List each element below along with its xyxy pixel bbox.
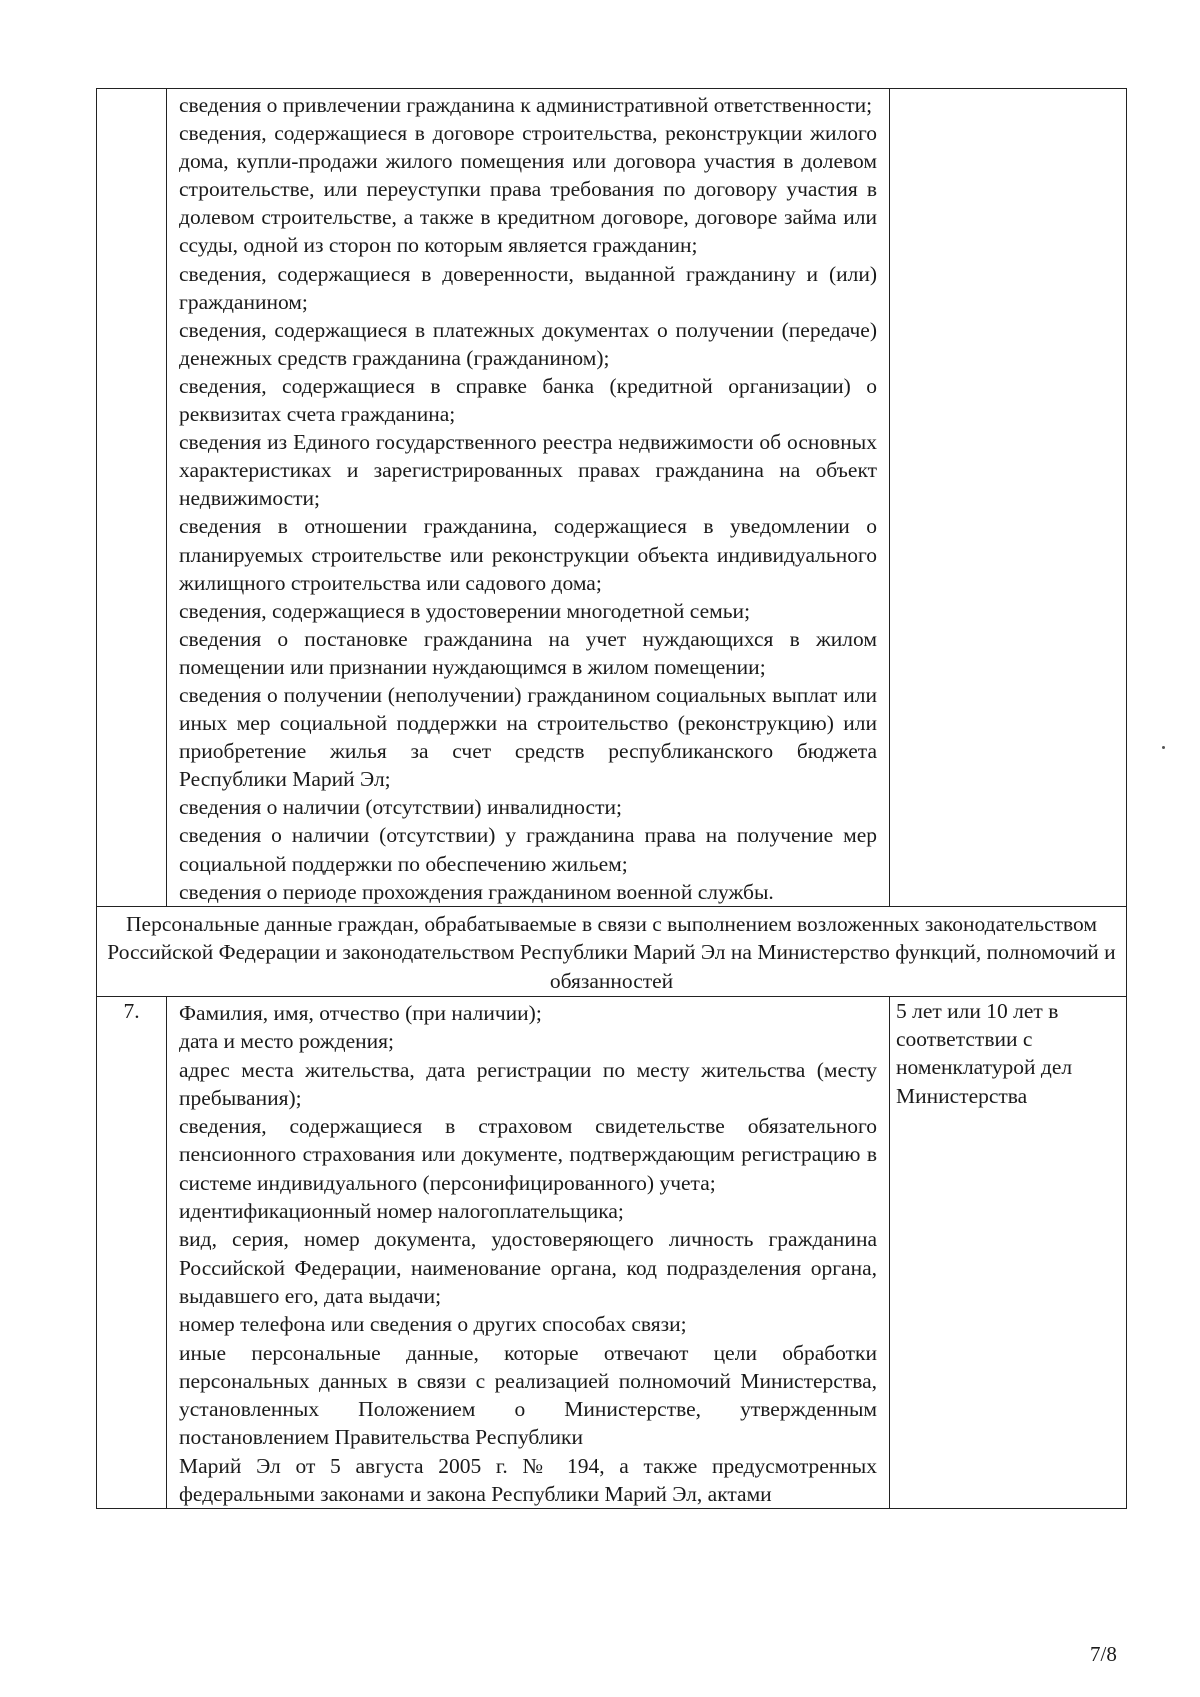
list-item: вид, серия, номер документа, удостоверяющего личность гражданина Российской Федерации, наименование органа, код подразделения органа, выдавшего его, дата выдачи; bbox=[179, 1227, 877, 1308]
table-row bbox=[97, 996, 1127, 1508]
list-item: Фамилия, имя, отчество (при наличии); bbox=[179, 1000, 542, 1025]
list-item: сведения о привлечении гражданина к административной ответственности; bbox=[179, 93, 873, 117]
retention-period bbox=[890, 89, 1127, 907]
list-item: сведения из Единого государственного реестра недвижимости об основных характеристиках и зарегистрированных правах гражданина на объект недвижимости; bbox=[179, 430, 877, 511]
page-number: 7/8 bbox=[1090, 1642, 1117, 1666]
personal-data-table bbox=[96, 88, 1127, 1509]
list-item: адрес места жительства, дата регистрации по месту жительства (месту пребывания); bbox=[179, 1057, 877, 1110]
list-item: сведения о постановке гражданина на учет нуждающихся в жилом помещении или признании нуждающимся в жилом помещении; bbox=[179, 626, 877, 679]
list-item: дата и место рождения; bbox=[179, 1029, 395, 1054]
list-item: сведения, содержащиеся в страховом свидетельстве обязательного пенсионного страхования или документе, подтверждающим регистрацию в системе индивидуального (персонифицированного) учета; bbox=[179, 1114, 877, 1195]
list-item: сведения, содержащиеся в удостоверении многодетной семьи; bbox=[179, 598, 751, 623]
data-list bbox=[167, 996, 890, 1508]
list-item: иные персональные данные, которые отвечают цели обработки персональных данных в связи с реализацией полномочий Министерства, установленных Положением о Министерстве, утвержденным постановлением Правительства Республики bbox=[179, 1340, 877, 1450]
retention-period: 5 лет или 10 лет в соответствии с номенклатурой дел Министерства bbox=[890, 996, 1127, 1508]
list-item: идентификационный номер налогоплательщика; bbox=[179, 1199, 624, 1224]
table-row bbox=[97, 89, 1127, 907]
data-list bbox=[167, 89, 890, 907]
list-item: сведения в отношении гражданина, содержащиеся в уведомлении о планируемых строительстве или реконструкции объекта индивидуального жилищного строительства или садового дома; bbox=[179, 514, 877, 595]
row-number: 7. bbox=[97, 996, 167, 1508]
list-item: сведения о получении (неполучении) гражданином социальных выплат или иных мер социальной поддержки на строительство (реконструкцию) или приобретение жилья за счет средств республиканского бюджета Республики Марий Эл; bbox=[179, 682, 877, 792]
section-heading: Персональные данные граждан, обрабатываемые в связи с выполнением возложенных законодательством Российской Федерации и законодательством Республики Марий Эл на Министерство функций, полномочий и обязанностей bbox=[97, 906, 1127, 996]
list-item: Марий Эл от 5 августа 2005 г. № 194, а также предусмотренных федеральными законами и закона Республики Марий Эл, актами bbox=[179, 1453, 877, 1506]
list-item: сведения, содержащиеся в доверенности, выданной гражданину и (или) гражданином; bbox=[179, 261, 877, 314]
list-item: сведения, содержащиеся в справке банка (кредитной организации) о реквизитах счета гражданина; bbox=[179, 373, 877, 427]
list-item: сведения о наличии (отсутствии) инвалидности; bbox=[179, 795, 622, 820]
section-heading-row bbox=[97, 906, 1127, 996]
list-item: сведения о периоде прохождения гражданином военной службы. bbox=[179, 879, 774, 904]
list-item: сведения, содержащиеся в платежных документах о получении (передаче) денежных средств гражданина (гражданином); bbox=[179, 317, 877, 370]
list-item: номер телефона или сведения о других способах связи; bbox=[179, 1312, 687, 1337]
list-item: сведения, содержащиеся в договоре строительства, реконструкции жилого дома, купли-продажи жилого помещения или договора участия в долевом строительстве, или переуступки права требования по договору участия в долевом строительстве, а также в кредитном договоре, договоре займа или ссуды, одной из сторон по которым является гражданин; bbox=[179, 121, 877, 258]
row-number bbox=[97, 89, 167, 907]
list-item: сведения о наличии (отсутствии) у гражданина права на получение мер социальной поддержки по обеспечению жильем; bbox=[179, 823, 877, 876]
scan-speck bbox=[1162, 746, 1165, 749]
